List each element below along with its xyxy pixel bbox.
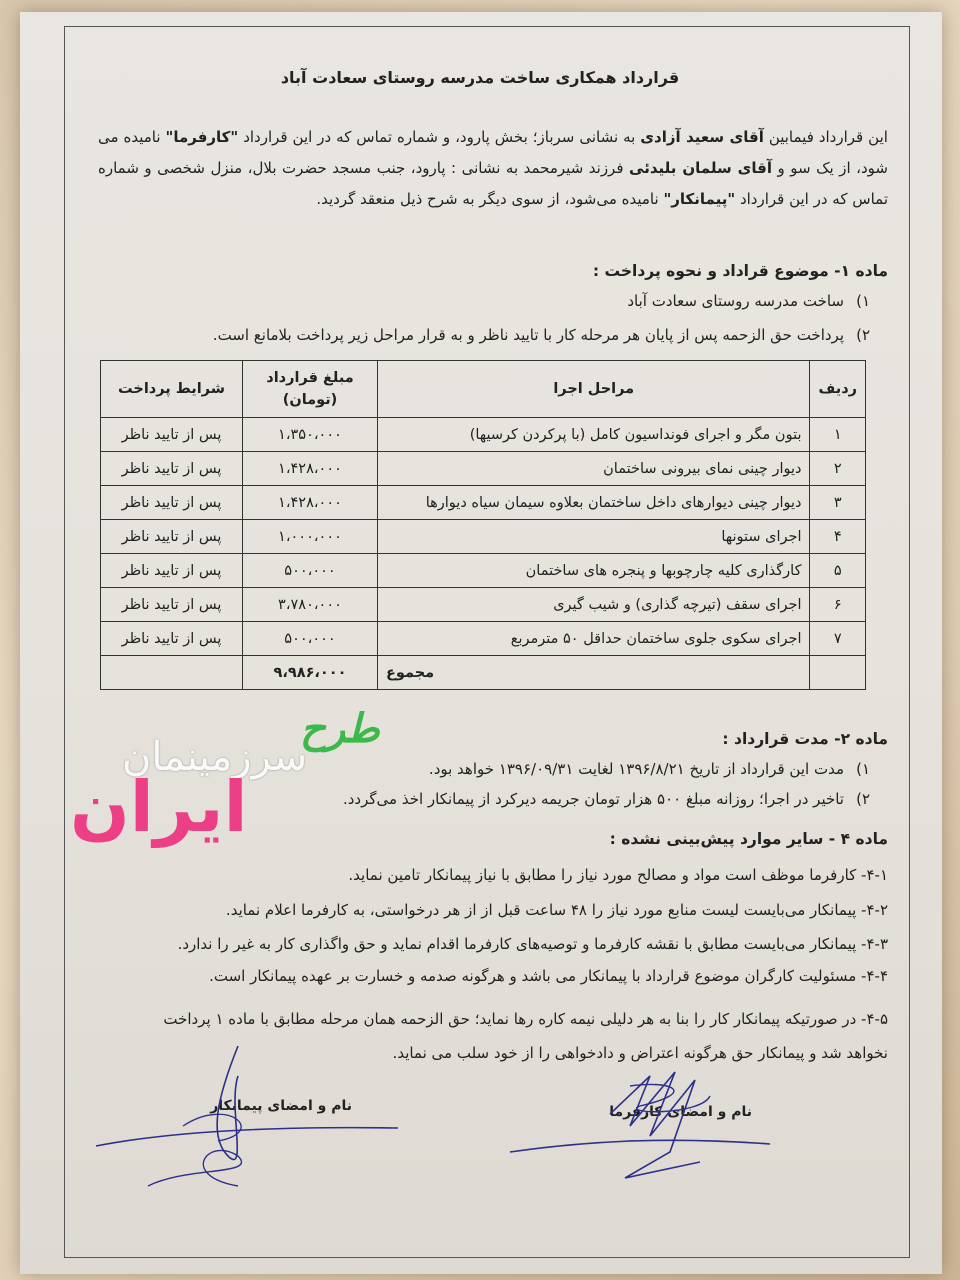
contractor-name: آقای سلمان بلیدئی xyxy=(629,159,773,177)
article2-item-2 xyxy=(343,790,870,808)
item-text: ساخت مدرسه روستای سعادت آباد xyxy=(627,292,844,310)
item-number: ۲) xyxy=(856,326,870,344)
row-number: ۱ xyxy=(810,418,866,452)
row-payment: پس از تایید ناظر xyxy=(101,520,243,554)
row-stage: اجرای سقف (تیرچه گذاری) و شیب گیری xyxy=(378,588,810,622)
row-stage: کارگذاری کلیه چارچوبها و پنجره های ساختمان xyxy=(378,554,810,588)
row-stage: بتون مگر و اجرای فونداسیون کامل (با پرکردن کرسیها) xyxy=(378,418,810,452)
employer-name: آقای سعید آزادی xyxy=(640,128,764,146)
row-amount: ۱،۴۲۸،۰۰۰ xyxy=(243,452,378,486)
intro-text-5: نامیده می‌شود، از سوی دیگر به شرح ذیل منعقد گردید. xyxy=(316,190,659,208)
row-stage: اجرای سکوی جلوی ساختمان حداقل ۵۰ مترمربع xyxy=(378,622,810,656)
row-amount: ۱،۴۲۸،۰۰۰ xyxy=(243,486,378,520)
row-amount: ۱،۰۰۰،۰۰۰ xyxy=(243,520,378,554)
table-row xyxy=(101,452,866,486)
row-payment: پس از تایید ناظر xyxy=(101,486,243,520)
total-amount: ۹،۹۸۶،۰۰۰ xyxy=(243,656,378,690)
article2-heading: ماده ۲- مدت قرارداد : xyxy=(722,730,888,748)
row-number: ۳ xyxy=(810,486,866,520)
table-row xyxy=(101,554,866,588)
row-payment: پس از تایید ناظر xyxy=(101,418,243,452)
header-stage: مراحل اجرا xyxy=(378,361,810,418)
row-amount: ۵۰۰،۰۰۰ xyxy=(243,622,378,656)
watermark-line-3: ایران xyxy=(70,766,248,848)
table-total-row xyxy=(101,656,866,690)
row-stage: اجرای ستونها xyxy=(378,520,810,554)
document-title: قرارداد همکاری ساخت مدرسه روستای سعادت آباد xyxy=(280,68,680,87)
intro-text-2: به نشانی سرباز؛ بخش پارود، و شماره تماس که در این قرارداد xyxy=(243,128,636,146)
total-empty-payment xyxy=(101,656,243,690)
watermark-line-2: سرزمینمان xyxy=(122,734,308,780)
article4-item-4: ۴-۴- مسئولیت کارگران موضوع قرارداد با پیمانکار می باشد و هرگونه صدمه و خسارت بر عهده پیمانکار است. xyxy=(209,967,888,985)
row-payment: پس از تایید ناظر xyxy=(101,554,243,588)
employer-signature xyxy=(500,1066,780,1196)
item-text: پرداخت حق الزحمه پس از پایان هر مرحله کار با تایید ناظر و به قرار مراحل زیر پرداخت بلامانع است. xyxy=(212,326,844,344)
contractor-term: "پیمانکار" xyxy=(663,190,736,208)
intro-text-1: این قرارداد فیمابین xyxy=(768,128,888,146)
article1-heading: ماده ۱- موضوع قراداد و نحوه پرداخت : xyxy=(592,262,888,280)
row-stage: دیوار چینی دیوارهای داخل ساختمان بعلاوه سیمان سیاه دیوارها xyxy=(378,486,810,520)
total-label: مجموع xyxy=(378,656,810,690)
item-number: ۱) xyxy=(856,292,870,310)
article2-item-1 xyxy=(429,760,870,778)
row-payment: پس از تایید ناظر xyxy=(101,452,243,486)
header-amount-unit: (تومان) xyxy=(282,392,338,408)
payment-stages-table xyxy=(100,360,866,690)
row-number: ۵ xyxy=(810,554,866,588)
watermark-line-1: طرح xyxy=(300,706,380,752)
row-amount: ۱،۳۵۰،۰۰۰ xyxy=(243,418,378,452)
item-number: ۲) xyxy=(856,790,870,808)
header-amount xyxy=(243,361,378,418)
row-number: ۷ xyxy=(810,622,866,656)
header-amount-label: مبلغ قرارداد xyxy=(266,370,354,386)
employer-signature-label: نام و امضای کارفرما xyxy=(609,1104,752,1120)
employer-term: "کارفرما" xyxy=(165,128,239,146)
row-amount: ۳،۷۸۰،۰۰۰ xyxy=(243,588,378,622)
article4-item-5: ۴-۵- در صورتیکه پیمانکار کار را بنا به هر دلیلی نیمه کاره رها نماید؛ حق الزحمه همان مرحله مطابق با ماده ۱ پرداخت نخواهد شد و پیمانکار حق هرگونه اعتراض و دادخواهی را از خود سلب می نماید. xyxy=(163,1010,888,1062)
item-number: ۱) xyxy=(856,760,870,778)
row-stage: دیوار چینی نمای بیرونی ساختمان xyxy=(378,452,810,486)
row-number: ۲ xyxy=(810,452,866,486)
row-amount: ۵۰۰،۰۰۰ xyxy=(243,554,378,588)
intro-text-3: نامیده می شود، از یک سو و xyxy=(98,128,888,177)
article4-item-3: ۴-۳- پیمانکار می‌بایست مطابق با نقشه کارفرما و توصیه‌های کارفرما اقدام نماید و حق واگذاری کار به غیر را ندارد. xyxy=(177,935,888,953)
contractor-signature xyxy=(88,1036,408,1196)
row-payment: پس از تایید ناظر xyxy=(101,588,243,622)
item-text: مدت این قرارداد از تاریخ ۱۳۹۶/۸/۲۱ لغایت ۱۳۹۶/۰۹/۳۱ خواهد بود. xyxy=(428,760,844,778)
article4-item-1: ۴-۱- کارفرما موظف است مواد و مصالح مورد نیاز را مطابق با نیاز پیمانکار تامین نماید. xyxy=(348,866,888,884)
intro-text-4: فرزند شیرمحمد به نشانی : پارود، جنب مسجد حضرت بلال، منزل شخصی و شماره تماس که در این قرارداد xyxy=(98,159,888,208)
row-payment: پس از تایید ناظر xyxy=(101,622,243,656)
table-row xyxy=(101,520,866,554)
article1-item-2 xyxy=(213,326,870,344)
header-payment: شرایط پرداخت xyxy=(101,361,243,418)
article4-heading: ماده ۴ - سایر موارد پیش‌بینی نشده : xyxy=(609,830,888,848)
table-row xyxy=(101,588,866,622)
total-empty-cell xyxy=(810,656,866,690)
table-row xyxy=(101,622,866,656)
contract-intro xyxy=(98,122,888,215)
header-row-number: ردیف xyxy=(810,361,866,418)
article4-item-2: ۴-۲- پیمانکار می‌بایست لیست منابع مورد نیاز را ۴۸ ساعت قبل از از هر درخواستی، به کارفرما اعلام نماید. xyxy=(225,901,888,919)
row-number: ۶ xyxy=(810,588,866,622)
article1-item-1 xyxy=(627,292,870,310)
table-row xyxy=(101,418,866,452)
table-header-row xyxy=(101,361,866,418)
row-number: ۴ xyxy=(810,520,866,554)
contractor-signature-label: نام و امضای پیمانکار xyxy=(210,1098,352,1114)
table-row xyxy=(101,486,866,520)
item-text: تاخیر در اجرا؛ روزانه مبلغ ۵۰۰ هزار تومان جریمه دیرکرد از پیمانکار اخذ می‌گردد. xyxy=(342,790,844,808)
